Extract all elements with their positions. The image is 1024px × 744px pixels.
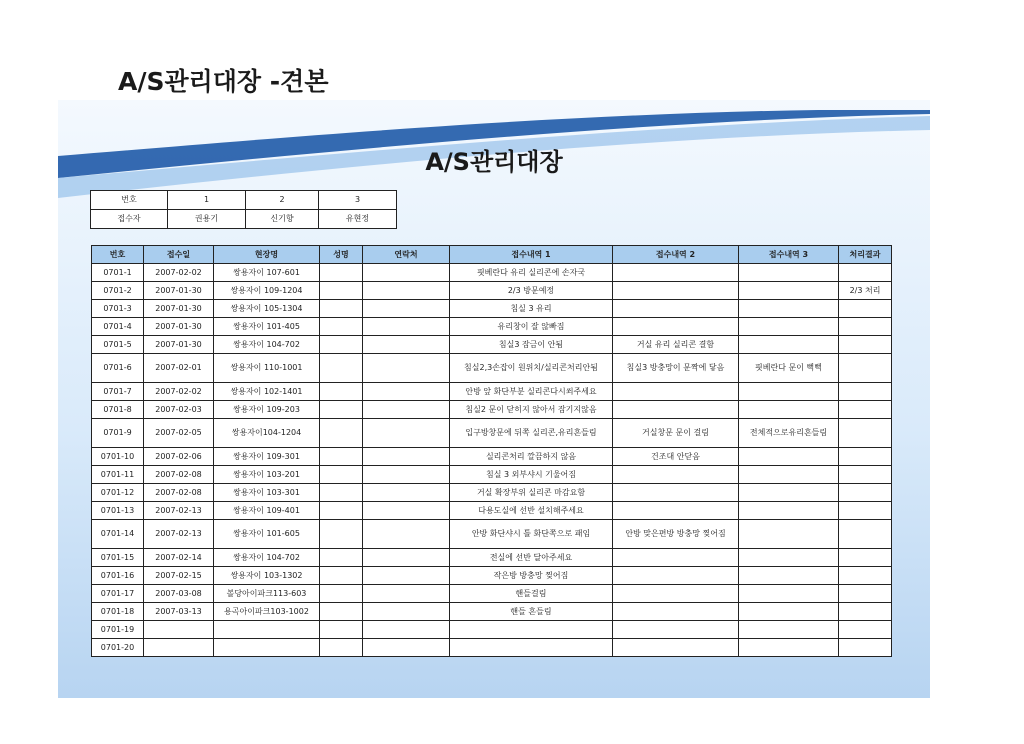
- table-cell-contact: [363, 354, 450, 383]
- table-cell-d3: 핏베란다 문이 뻑뻑: [739, 354, 839, 383]
- table-cell-d2: [613, 401, 739, 419]
- table-cell-d3: [739, 401, 839, 419]
- table-cell-name: [320, 401, 363, 419]
- table-cell-d3: [739, 567, 839, 585]
- table-cell-site: 쌍용자이 104-702: [214, 336, 320, 354]
- table-row: [92, 354, 892, 383]
- table-cell-name: [320, 603, 363, 621]
- cell: 2: [246, 191, 319, 210]
- table-cell-result: [839, 549, 892, 567]
- table-cell-d3: [739, 621, 839, 639]
- table-row: [92, 603, 892, 621]
- table-cell-d3: [739, 282, 839, 300]
- table-row: [92, 567, 892, 585]
- table-cell-d1: 핏베란다 유리 실리콘에 손자국: [450, 264, 613, 282]
- table-cell-no: 0701-4: [92, 318, 144, 336]
- ledger-panel: [58, 100, 930, 698]
- table-cell-name: [320, 567, 363, 585]
- table-cell-no: 0701-5: [92, 336, 144, 354]
- table-cell-no: 0701-8: [92, 401, 144, 419]
- table-cell-date: 2007-02-02: [144, 264, 214, 282]
- table-cell-no: 0701-3: [92, 300, 144, 318]
- table-row: [92, 419, 892, 448]
- table-cell-date: [144, 639, 214, 657]
- table-cell-site: 쌍용자이 107-601: [214, 264, 320, 282]
- table-row: [92, 401, 892, 419]
- table-cell-no: 0701-15: [92, 549, 144, 567]
- table-cell-date: 2007-02-13: [144, 520, 214, 549]
- receiver-table: [90, 190, 397, 229]
- table-cell-date: 2007-02-01: [144, 354, 214, 383]
- row-label: 접수자: [91, 210, 168, 229]
- table-cell-site: [214, 621, 320, 639]
- table-cell-result: [839, 401, 892, 419]
- table-cell-date: 2007-01-30: [144, 300, 214, 318]
- table-cell-d3: [739, 549, 839, 567]
- table-cell-d2: [613, 621, 739, 639]
- header-cell: 성명: [320, 246, 363, 264]
- table-cell-contact: [363, 448, 450, 466]
- header-cell: 접수내역 1: [450, 246, 613, 264]
- table-row: [92, 639, 892, 657]
- table-cell-no: 0701-14: [92, 520, 144, 549]
- table-cell-d1: 핸들 흔들림: [450, 603, 613, 621]
- table-cell-name: [320, 300, 363, 318]
- table-cell-d3: [739, 484, 839, 502]
- table-cell-d1: 침실2 문이 닫히지 않아서 잠기지않음: [450, 401, 613, 419]
- table-cell-contact: [363, 401, 450, 419]
- table-cell-date: 2007-02-02: [144, 383, 214, 401]
- table-cell-site: 쌍용자이 109-301: [214, 448, 320, 466]
- table-cell-name: [320, 448, 363, 466]
- table-cell-no: 0701-7: [92, 383, 144, 401]
- table-cell-name: [320, 264, 363, 282]
- table-cell-contact: [363, 549, 450, 567]
- table-cell-contact: [363, 502, 450, 520]
- table-cell-d1: 침실3 잠금이 안됨: [450, 336, 613, 354]
- table-cell-d3: [739, 383, 839, 401]
- table-cell-d1: 2/3 방문예정: [450, 282, 613, 300]
- table-cell-site: [214, 639, 320, 657]
- table-cell-name: [320, 282, 363, 300]
- table-cell-site: 쌍용자이 104-702: [214, 549, 320, 567]
- table-cell-result: [839, 318, 892, 336]
- table-cell-d2: [613, 318, 739, 336]
- table-cell-name: [320, 419, 363, 448]
- table-cell-date: 2007-02-06: [144, 448, 214, 466]
- table-cell-result: [839, 484, 892, 502]
- table-row: [92, 466, 892, 484]
- receiver-number-row: [91, 191, 397, 210]
- table-cell-d1: 다용도실에 선반 설치해주세요: [450, 502, 613, 520]
- table-cell-d3: [739, 318, 839, 336]
- table-cell-d2: [613, 300, 739, 318]
- table-cell-d1: 안방 앞 화단부분 실리콘다시쐬주세요: [450, 383, 613, 401]
- table-cell-result: [839, 621, 892, 639]
- table-cell-result: [839, 466, 892, 484]
- table-cell-result: [839, 354, 892, 383]
- table-cell-no: 0701-19: [92, 621, 144, 639]
- table-cell-no: 0701-20: [92, 639, 144, 657]
- table-cell-name: [320, 484, 363, 502]
- table-cell-d1: 작은방 방충망 찢어짐: [450, 567, 613, 585]
- table-cell-contact: [363, 621, 450, 639]
- receiver-name-row: [91, 210, 397, 229]
- header-cell: 연락처: [363, 246, 450, 264]
- table-cell-site: 쌍용자이 105-1304: [214, 300, 320, 318]
- table-cell-date: 2007-02-14: [144, 549, 214, 567]
- table-cell-no: 0701-18: [92, 603, 144, 621]
- cell: 신기향: [246, 210, 319, 229]
- table-cell-d2: [613, 466, 739, 484]
- table-cell-name: [320, 383, 363, 401]
- table-cell-result: [839, 336, 892, 354]
- table-cell-d3: [739, 603, 839, 621]
- table-cell-date: 2007-03-08: [144, 585, 214, 603]
- table-cell-site: 쌍용자이 103-1302: [214, 567, 320, 585]
- table-cell-d3: [739, 639, 839, 657]
- table-cell-date: 2007-03-13: [144, 603, 214, 621]
- table-cell-date: 2007-02-13: [144, 502, 214, 520]
- table-cell-contact: [363, 603, 450, 621]
- table-cell-d2: [613, 282, 739, 300]
- table-cell-d1: [450, 621, 613, 639]
- table-cell-contact: [363, 567, 450, 585]
- table-cell-d3: 전체적으로유리흔들림: [739, 419, 839, 448]
- table-cell-contact: [363, 282, 450, 300]
- table-cell-no: 0701-13: [92, 502, 144, 520]
- table-cell-d1: 유리창이 잘 않빠짐: [450, 318, 613, 336]
- table-row: [92, 448, 892, 466]
- table-cell-d1: 거실 확장부위 실리콘 마감요함: [450, 484, 613, 502]
- table-cell-contact: [363, 466, 450, 484]
- table-cell-d1: 핸들걸림: [450, 585, 613, 603]
- table-cell-result: [839, 520, 892, 549]
- table-cell-d2: 침실3 방충망이 문짝에 닿음: [613, 354, 739, 383]
- table-cell-site: 쌍용자이 102-1401: [214, 383, 320, 401]
- table-cell-result: [839, 300, 892, 318]
- table-cell-d2: [613, 383, 739, 401]
- table-cell-name: [320, 318, 363, 336]
- table-cell-site: 쌍용자이 109-203: [214, 401, 320, 419]
- table-cell-contact: [363, 318, 450, 336]
- header-cell: 접수내역 2: [613, 246, 739, 264]
- table-cell-site: 용곡아이파크103-1002: [214, 603, 320, 621]
- header-row: [92, 246, 892, 264]
- table-cell-result: [839, 448, 892, 466]
- table-row: [92, 520, 892, 549]
- table-cell-result: [839, 567, 892, 585]
- sheet-title: A/S관리대장: [425, 148, 563, 176]
- table-cell-site: 쌍용자이 110-1001: [214, 354, 320, 383]
- table-cell-d1: [450, 639, 613, 657]
- table-cell-result: [839, 639, 892, 657]
- table-cell-d2: 건조대 안닫음: [613, 448, 739, 466]
- table-cell-no: 0701-10: [92, 448, 144, 466]
- table-cell-d1: 침실 3 외부샤시 기울어짐: [450, 466, 613, 484]
- table-cell-result: [839, 264, 892, 282]
- ledger-body: [92, 264, 892, 657]
- table-row: [92, 502, 892, 520]
- table-cell-site: 쌍용자이 101-405: [214, 318, 320, 336]
- cell: 1: [168, 191, 246, 210]
- header-cell: 현장명: [214, 246, 320, 264]
- table-cell-d3: [739, 585, 839, 603]
- table-row: [92, 383, 892, 401]
- table-cell-site: 쌍용자이 109-1204: [214, 282, 320, 300]
- table-cell-site: 쌍용자이104-1204: [214, 419, 320, 448]
- table-cell-no: 0701-12: [92, 484, 144, 502]
- table-cell-no: 0701-11: [92, 466, 144, 484]
- table-cell-site: 쌍용자이 103-301: [214, 484, 320, 502]
- table-cell-d3: [739, 520, 839, 549]
- table-cell-name: [320, 520, 363, 549]
- as-ledger-table: [91, 245, 892, 657]
- table-cell-date: 2007-02-05: [144, 419, 214, 448]
- table-row: [92, 549, 892, 567]
- table-cell-contact: [363, 639, 450, 657]
- table-cell-no: 0701-6: [92, 354, 144, 383]
- table-cell-d2: [613, 549, 739, 567]
- table-cell-date: 2007-02-15: [144, 567, 214, 585]
- table-cell-date: 2007-01-30: [144, 282, 214, 300]
- table-cell-name: [320, 354, 363, 383]
- table-cell-contact: [363, 264, 450, 282]
- header-cell: 처리결과: [839, 246, 892, 264]
- table-cell-d2: [613, 639, 739, 657]
- table-cell-d2: 거실창문 문이 걸림: [613, 419, 739, 448]
- table-cell-name: [320, 585, 363, 603]
- table-cell-result: [839, 419, 892, 448]
- table-cell-d1: 침실 3 유리: [450, 300, 613, 318]
- table-cell-d1: 입구방창문에 뒤쪽 실리콘,유리흔들림: [450, 419, 613, 448]
- table-row: [92, 585, 892, 603]
- table-cell-d2: [613, 603, 739, 621]
- table-cell-date: 2007-01-30: [144, 318, 214, 336]
- table-cell-name: [320, 502, 363, 520]
- table-cell-contact: [363, 300, 450, 318]
- table-row: [92, 336, 892, 354]
- table-cell-name: [320, 549, 363, 567]
- table-cell-name: [320, 336, 363, 354]
- table-cell-no: 0701-9: [92, 419, 144, 448]
- table-row: [92, 282, 892, 300]
- table-row: [92, 621, 892, 639]
- table-cell-d1: 침실2,3손잡이 원위치/실리콘처리안됨: [450, 354, 613, 383]
- table-cell-d3: [739, 448, 839, 466]
- table-cell-d1: 전실에 선반 달아주세요: [450, 549, 613, 567]
- table-cell-name: [320, 639, 363, 657]
- table-cell-d2: [613, 264, 739, 282]
- table-cell-result: [839, 383, 892, 401]
- table-row: [92, 318, 892, 336]
- header-cell: 번호: [92, 246, 144, 264]
- header-cell: 접수내역 3: [739, 246, 839, 264]
- table-cell-name: [320, 466, 363, 484]
- table-cell-name: [320, 621, 363, 639]
- cell: 3: [319, 191, 397, 210]
- header-cell: 접수일: [144, 246, 214, 264]
- table-row: [92, 484, 892, 502]
- table-cell-d3: [739, 336, 839, 354]
- row-label: 번호: [91, 191, 168, 210]
- table-cell-d2: [613, 585, 739, 603]
- table-cell-d3: [739, 300, 839, 318]
- table-cell-d2: [613, 502, 739, 520]
- table-cell-site: 쌍용자이 103-201: [214, 466, 320, 484]
- table-cell-date: 2007-02-08: [144, 484, 214, 502]
- table-cell-d2: [613, 484, 739, 502]
- table-cell-d1: 실리콘처리 깔끔하지 않음: [450, 448, 613, 466]
- table-row: [92, 264, 892, 282]
- cell: 유현정: [319, 210, 397, 229]
- table-cell-no: 0701-16: [92, 567, 144, 585]
- table-cell-result: [839, 585, 892, 603]
- table-cell-d2: 안방 맞은편방 방충망 찢어짐: [613, 520, 739, 549]
- table-cell-no: 0701-2: [92, 282, 144, 300]
- table-cell-d3: [739, 466, 839, 484]
- table-cell-site: 쌍용자이 101-605: [214, 520, 320, 549]
- table-cell-d1: 안방 화단샤시 틀 화단쪽으로 패임: [450, 520, 613, 549]
- table-cell-contact: [363, 520, 450, 549]
- document-heading: A/S관리대장 -견본: [118, 67, 329, 96]
- table-row: [92, 300, 892, 318]
- table-cell-no: 0701-17: [92, 585, 144, 603]
- table-cell-contact: [363, 419, 450, 448]
- table-cell-contact: [363, 484, 450, 502]
- table-cell-result: [839, 603, 892, 621]
- table-cell-d3: [739, 502, 839, 520]
- table-cell-result: [839, 502, 892, 520]
- table-cell-d2: 거실 유리 실리콘 결함: [613, 336, 739, 354]
- table-cell-d3: [739, 264, 839, 282]
- table-cell-d2: [613, 567, 739, 585]
- table-cell-contact: [363, 336, 450, 354]
- table-cell-date: 2007-01-30: [144, 336, 214, 354]
- table-cell-no: 0701-1: [92, 264, 144, 282]
- table-cell-contact: [363, 383, 450, 401]
- cell: 권용기: [168, 210, 246, 229]
- table-cell-contact: [363, 585, 450, 603]
- table-cell-date: 2007-02-08: [144, 466, 214, 484]
- table-cell-site: 볼당아이파크113-603: [214, 585, 320, 603]
- table-cell-date: [144, 621, 214, 639]
- table-cell-result: 2/3 처리: [839, 282, 892, 300]
- table-cell-site: 쌍용자이 109-401: [214, 502, 320, 520]
- table-cell-date: 2007-02-03: [144, 401, 214, 419]
